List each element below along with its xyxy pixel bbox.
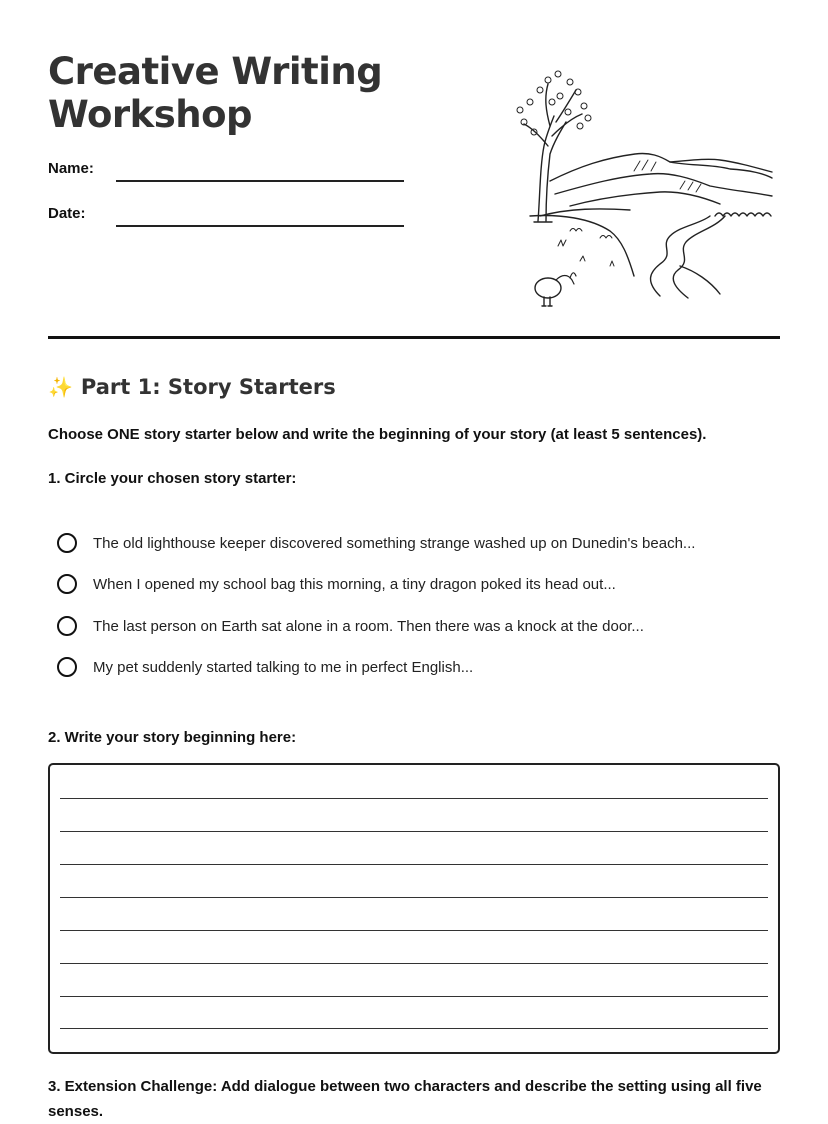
story-option[interactable] <box>57 657 473 677</box>
part1-heading <box>48 375 336 399</box>
radio-circle[interactable] <box>57 533 77 553</box>
date-label: Date: <box>48 205 86 222</box>
story-option-text: The old lighthouse keeper discovered something strange washed up on Dunedin's beach... <box>93 534 696 552</box>
story-option-text: When I opened my school bag this morning, a tiny dragon poked its head out... <box>93 575 616 593</box>
writing-line <box>60 798 768 799</box>
writing-line <box>60 1028 768 1029</box>
writing-line <box>60 897 768 898</box>
story-option[interactable] <box>57 533 695 553</box>
writing-line <box>60 864 768 865</box>
story-writing-area[interactable] <box>48 763 780 1054</box>
story-option-text: My pet suddenly started talking to me in perfect English... <box>93 658 474 676</box>
date-field[interactable] <box>116 225 404 227</box>
writing-line <box>60 996 768 997</box>
part1-instruction: Choose ONE story starter below and write the beginning of your story (at least 5 sentences). <box>48 426 707 443</box>
question-3: 3. Extension Challenge: Add dialogue between two characters and describe the setting using all five senses. <box>48 1078 762 1120</box>
sparkles-icon: ✨ <box>48 375 73 399</box>
question-2: 2. Write your story beginning here: <box>48 729 297 746</box>
radio-circle[interactable] <box>57 574 77 594</box>
page-title: Creative Writing Workshop <box>48 50 383 136</box>
radio-circle[interactable] <box>57 616 77 636</box>
writing-line <box>60 930 768 931</box>
writing-line <box>60 831 768 832</box>
story-option-text: The last person on Earth sat alone in a room. Then there was a knock at the door... <box>93 617 644 635</box>
radio-circle[interactable] <box>57 657 77 677</box>
section-divider <box>48 336 780 339</box>
landscape-illustration <box>510 66 778 310</box>
part1-heading-text: Part 1: Story Starters <box>80 375 336 399</box>
story-option[interactable] <box>57 574 616 594</box>
name-label: Name: <box>48 160 94 177</box>
writing-line <box>60 963 768 964</box>
name-field[interactable] <box>116 180 404 182</box>
story-option[interactable] <box>57 616 644 636</box>
question-1: 1. Circle your chosen story starter: <box>48 470 297 487</box>
